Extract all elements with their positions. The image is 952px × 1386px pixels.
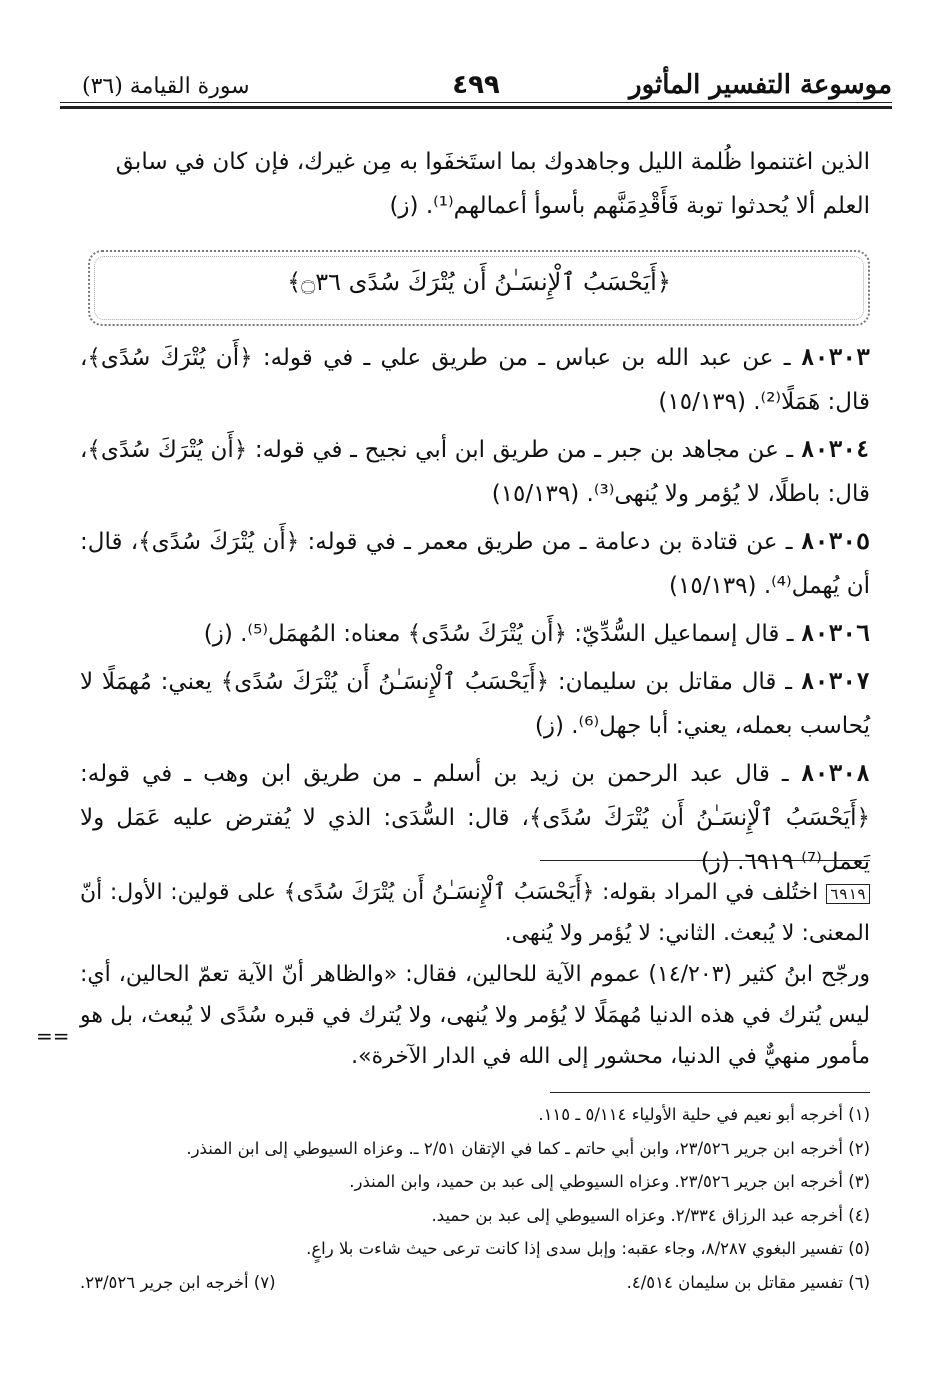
note-text: اختُلف في المراد بقوله: ﴿أَيَحْسَبُ ٱلْإِنسَـٰنُ أَن يُتْرَكَ سُدًى﴾ على قولين: الأول: أنّ المعنى: لا يُبعث. الثاني: لا يُؤمر ولا يُنهى. bbox=[80, 880, 870, 946]
surah-label: سورة القيامة (٣٦) bbox=[82, 74, 250, 99]
footnote: (٣) أخرجه ابن جرير ٢٣/٥٢٦. وعزاه السيوطي إلى عبد بن حميد، وابن المنذر. bbox=[349, 1172, 870, 1191]
footnote-separator bbox=[550, 1092, 870, 1093]
narration bbox=[80, 612, 870, 656]
narrations bbox=[80, 336, 870, 888]
narration-number: ٨٠٣٠٣ bbox=[800, 345, 871, 371]
narration-number: ٨٠٣٠٧ bbox=[800, 669, 870, 695]
footnotes bbox=[80, 1098, 870, 1299]
narration-number: ٨٠٣٠٨ bbox=[800, 761, 870, 787]
header-rule bbox=[60, 102, 892, 103]
intro-line: العلم ألا يُحدثوا توبة فَأَقْدِمَنَّهم بأسوأ أعمالهم⁽¹⁾. (ز) bbox=[389, 193, 870, 219]
narration-number: ٨٠٣٠٦ bbox=[800, 621, 870, 647]
intro-line: الذين اغتنموا ظُلمة الليل وجاهدوك بما استَخفَوا به مِن غيرك، فإن كان في سابق bbox=[115, 149, 870, 175]
narration-text: ـ قال عبد الرحمن بن زيد بن أسلم ـ من طريق ابن وهب ـ في قوله: ﴿أَيَحْسَبُ ٱلْإِنسَـٰنُ أَن يُتْرَكَ سُدًى﴾، قال: السُّدَى: الذي لا يُفترض عليه عَمَل ولا يَعمل⁽⁷⁾ ٦٩١٩. (ز) bbox=[80, 761, 870, 875]
narration-text: ـ قال مقاتل بن سليمان: ﴿أَيَحْسَبُ ٱلْإِنسَـٰنُ أَن يُتْرَكَ سُدًى﴾ يعني: مُهمَلًا لا يُحاسب بعمله، يعني: أبا جهل⁽⁶⁾. (ز) bbox=[80, 669, 870, 739]
narration-text: ـ عن قتادة بن دعامة ـ من طريق معمر ـ في قوله: ﴿أَن يُتْرَكَ سُدًى﴾، قال: أن يُهمل⁽⁴⁾. (١٥/١٣٩) bbox=[80, 529, 870, 599]
narration-text: ـ عن عبد الله بن عباس ـ من طريق علي ـ في قوله: ﴿أَن يُتْرَكَ سُدًى﴾، قال: هَمَلًا⁽²⁾. (١٥/١٣٩) bbox=[80, 345, 870, 415]
narration bbox=[80, 660, 870, 748]
commentary-note bbox=[80, 872, 870, 1077]
footnote: (٥) تفسير البغوي ٨/٢٨٧، وجاء عقبه: وإبل سدى إذا كانت ترعى حيث شاءت بلا راعٍ. bbox=[306, 1239, 870, 1258]
margin-mark: == bbox=[36, 1024, 70, 1048]
narration bbox=[80, 752, 870, 884]
narration bbox=[80, 520, 870, 608]
narration bbox=[80, 428, 870, 516]
narration-number: ٨٠٣٠٥ bbox=[800, 529, 871, 555]
intro-paragraph bbox=[80, 140, 870, 228]
note-separator bbox=[540, 860, 870, 861]
footnote: (٦) تفسير مقاتل بن سليمان ٤/٥١٤. bbox=[626, 1272, 870, 1292]
verse-frame bbox=[88, 250, 870, 326]
note-line: ورجّح ابنُ كثير (١٤/٢٠٣) عموم الآية للحالين، فقال: «والظاهر أنّ الآية تعمّ الحالين، أي: ليس يُترك في هذه الدنيا مُهمَلًا لا يُؤمر ولا يُنهى، ولا يُترك في قبره سُدًى لا يُبعث، بل هو مأمور منهيٌّ في الدنيا، محشور إلى الله في الدار الآخرة». bbox=[80, 962, 870, 1069]
narration-number: ٨٠٣٠٤ bbox=[800, 437, 870, 463]
book-title: موسوعة التفسير المأثور bbox=[629, 70, 892, 100]
footnote: (٢) أخرجه ابن جرير ٢٣/٥٢٦، وابن أبي حاتم ـ كما في الإتقان ٢/٥١ ـ. وعزاه السيوطي إلى ابن المنذر. bbox=[186, 1138, 870, 1158]
header-rule-thick bbox=[60, 106, 892, 109]
footnote: (٧) أخرجه ابن جرير ٢٣/٥٢٦. bbox=[80, 1272, 276, 1292]
footnote: (١) أخرجه أبو نعيم في حلية الأولياء ٥/١١٤ ـ ١١٥. bbox=[538, 1105, 870, 1124]
footnote-row bbox=[80, 1266, 870, 1300]
narration bbox=[80, 336, 870, 424]
page-number: ٤٩٩ bbox=[452, 70, 500, 100]
narration-text: ـ قال إسماعيل السُّدِّيّ: ﴿أَن يُتْرَكَ سُدًى﴾ معناه: المُهمَل⁽⁵⁾. (ز) bbox=[203, 621, 794, 647]
note-ref-box: ٦٩١٩ bbox=[826, 884, 870, 904]
quran-verse: ﴿أَيَحْسَبُ ٱلْإِنسَـٰنُ أَن يُتْرَكَ سُدًى ۝٣٦﴾ bbox=[287, 268, 671, 296]
note-line bbox=[80, 872, 870, 954]
page-header bbox=[60, 62, 892, 120]
narration-text: ـ عن مجاهد بن جبر ـ من طريق ابن أبي نجيح ـ في قوله: ﴿أَن يُتْرَكَ سُدًى﴾، قال: باطلًا، لا يُؤمر ولا يُنهى⁽³⁾. (١٥/١٣٩) bbox=[80, 437, 870, 507]
footnote: (٤) أخرجه عبد الرزاق ٢/٣٣٤. وعزاه السيوطي إلى عبد بن حميد. bbox=[431, 1205, 870, 1225]
